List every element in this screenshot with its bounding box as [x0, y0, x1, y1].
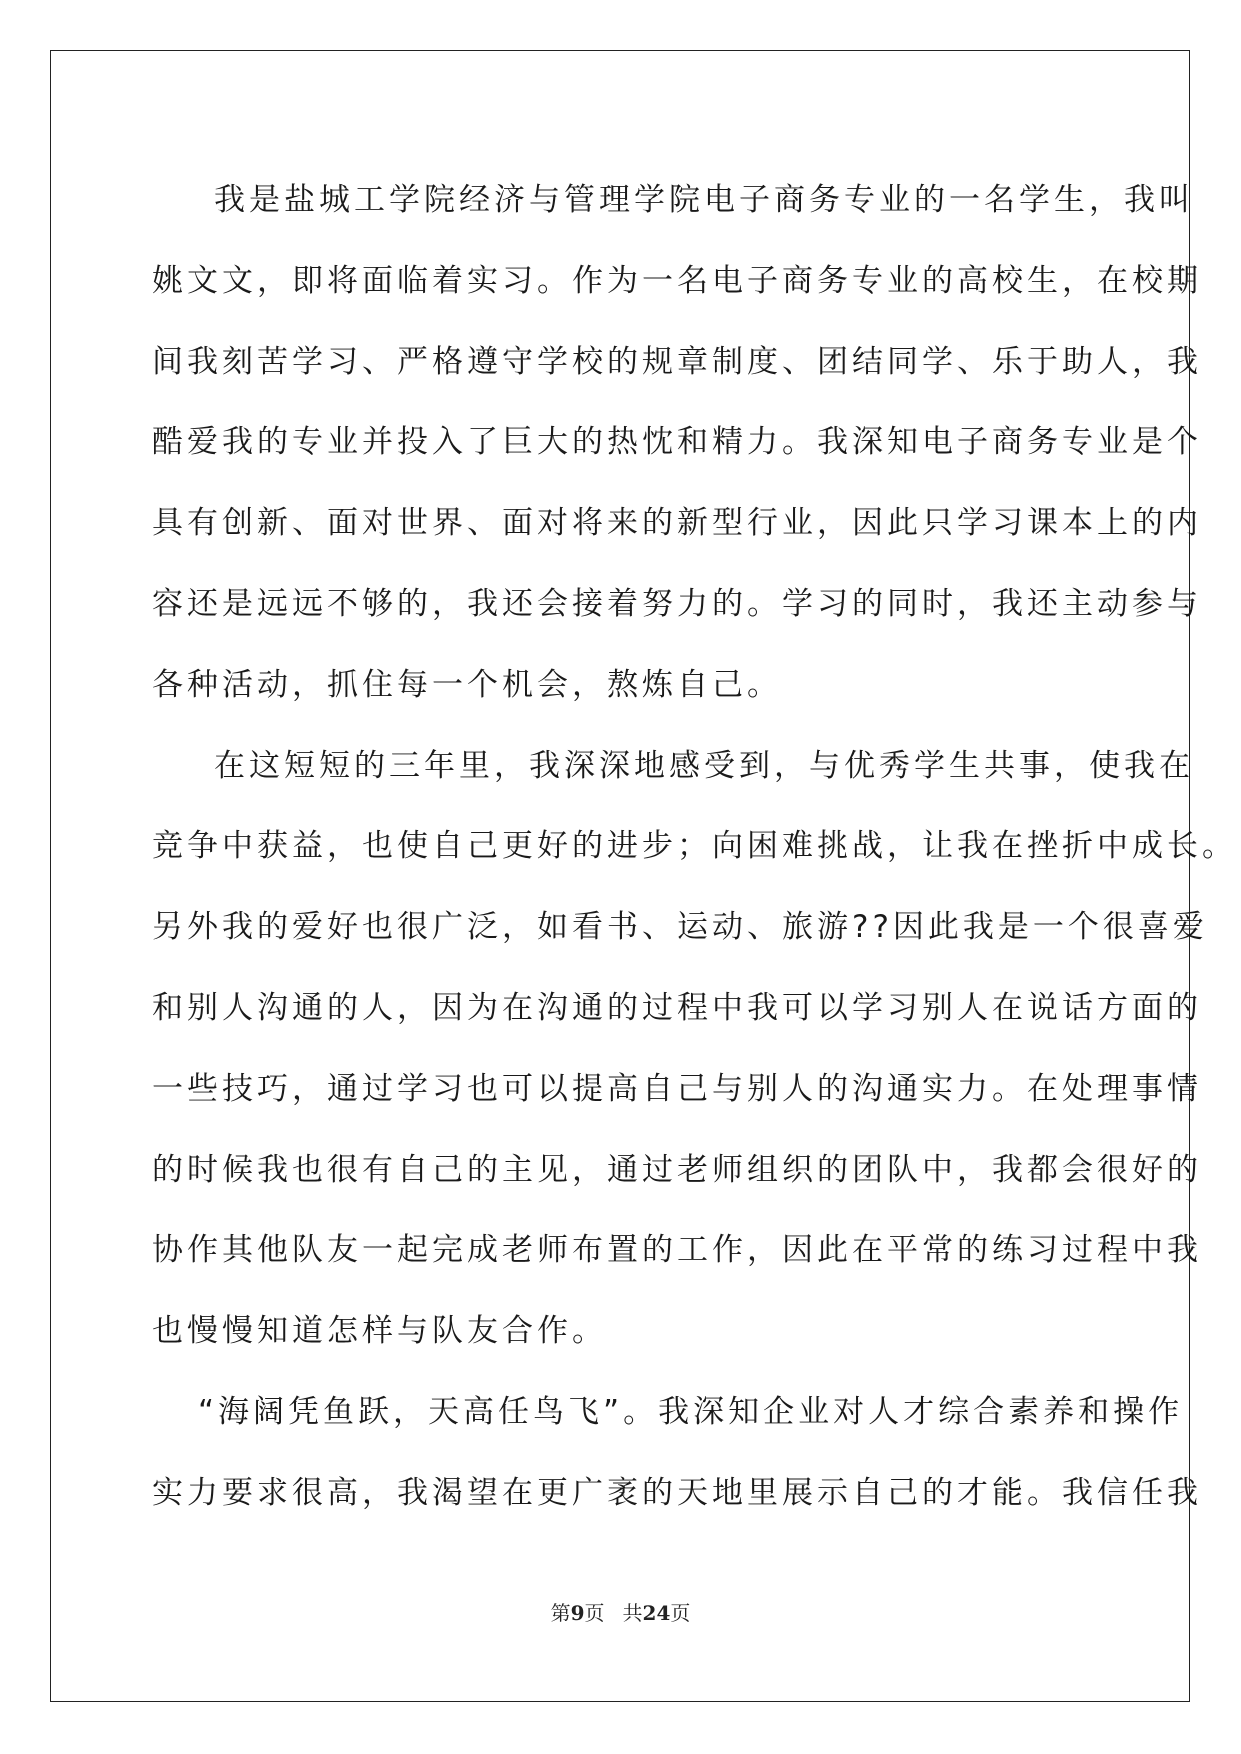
total-prefix: 共 — [622, 1601, 643, 1625]
page-number: 9 — [570, 1601, 585, 1625]
paragraph-1-line-5: 具有创新、面对世界、面对将来的新型行业，因此只学习课本上的内 — [152, 505, 1202, 542]
paragraph-2-line-3: 另外我的爱好也很广泛，如看书、运动、旅游??因此我是一个很喜爱 — [152, 909, 1208, 946]
paragraph-3-line-2: 实力要求很高，我渴望在更广袤的天地里展示自己的才能。我信任我 — [152, 1474, 1202, 1511]
page-prefix: 第 — [550, 1601, 571, 1625]
paragraph-1-line-6: 容还是远远不够的，我还会接着努力的。学习的同时，我还主动参与 — [152, 585, 1202, 622]
document-body — [152, 160, 1237, 1534]
total-suffix: 页 — [670, 1601, 691, 1625]
paragraph-1-line-7: 各种活动，抓住每一个机会，熬炼自己。 — [152, 666, 782, 703]
paragraph-2-line-4: 和别人沟通的人，因为在沟通的过程中我可以学习别人在说话方面的 — [152, 989, 1202, 1026]
paragraph-3-line-1: “海阔凭鱼跃，天高任鸟飞”。我深知企业对人才综合素养和操作 — [198, 1393, 1184, 1430]
paragraph-1-line-3: 间我刻苦学习、严格遵守学校的规章制度、团结同学、乐于助人，我 — [152, 343, 1202, 380]
paragraph-2-line-2: 竞争中获益，也使自己更好的进步；向困难挑战，让我在挫折中成长。 — [152, 828, 1237, 865]
paragraph-2-line-8: 也慢慢知道怎样与队友合作。 — [152, 1313, 607, 1350]
page-footer — [0, 1597, 1241, 1626]
total-pages: 24 — [642, 1601, 671, 1625]
paragraph-2-line-6: 的时候我也很有自己的主见，通过老师组织的团队中，我都会很好的 — [152, 1151, 1202, 1188]
paragraph-2-line-5: 一些技巧，通过学习也可以提高自己与别人的沟通实力。在处理事情 — [152, 1070, 1202, 1107]
paragraph-1-line-1: 我是盐城工学院经济与管理学院电子商务专业的一名学生，我叫 — [214, 182, 1194, 218]
paragraph-2-line-7: 协作其他队友一起完成老师布置的工作，因此在平常的练习过程中我 — [152, 1232, 1202, 1269]
page-suffix: 页 — [584, 1601, 605, 1625]
paragraph-2-line-1: 在这短短的三年里，我深深地感受到，与优秀学生共事，使我在 — [214, 747, 1194, 784]
paragraph-1-line-4: 酷爱我的专业并投入了巨大的热忱和精力。我深知电子商务专业是个 — [152, 424, 1202, 461]
paragraph-1-line-2: 姚文文，即将面临着实习。作为一名电子商务专业的高校生，在校期 — [152, 262, 1202, 299]
